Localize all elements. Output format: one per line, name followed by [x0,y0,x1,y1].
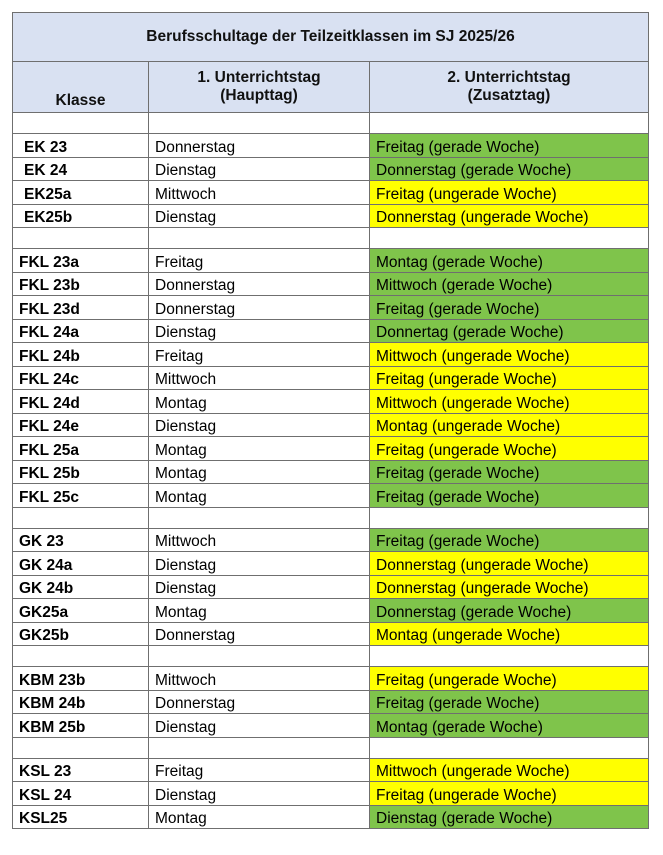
spacer-row [13,737,649,758]
tag2-cell: Freitag (gerade Woche) [370,528,649,552]
tag1-cell: Montag [149,437,370,461]
tag1-cell: Donnerstag [149,272,370,296]
tag2-cell: Mittwoch (gerade Woche) [370,272,649,296]
tag1-cell: Mittwoch [149,366,370,390]
klasse-cell: FKL 24e [13,413,149,437]
klasse-cell: FKL 23d [13,296,149,320]
klasse-cell: KBM 24b [13,690,149,714]
tag1-cell: Dienstag [149,157,370,181]
spacer-cell [13,113,149,134]
klasse-cell: KSL25 [13,805,149,829]
table-row [13,343,649,367]
tag1-cell: Donnerstag [149,296,370,320]
tag2-cell: Freitag (gerade Woche) [370,484,649,508]
tag2-cell: Montag (ungerade Woche) [370,413,649,437]
tag1-cell: Dienstag [149,319,370,343]
tag1-cell: Donnerstag [149,622,370,646]
tag2-cell: Freitag (gerade Woche) [370,690,649,714]
tag2-cell: Freitag (ungerade Woche) [370,181,649,205]
table-row [13,805,649,829]
tag2-cell: Montag (gerade Woche) [370,714,649,738]
table-row [13,552,649,576]
klasse-cell: GK 24b [13,575,149,599]
table-row [13,181,649,205]
header-tag1 [149,62,370,113]
klasse-cell: FKL 23b [13,272,149,296]
table-row [13,622,649,646]
klasse-cell: EK 23 [13,134,149,158]
klasse-cell: EK 24 [13,157,149,181]
tag2-cell: Donnerstag (ungerade Woche) [370,575,649,599]
table-row [13,296,649,320]
table-row [13,157,649,181]
table-row [13,413,649,437]
klasse-cell: FKL 25a [13,437,149,461]
tag2-cell: Dienstag (gerade Woche) [370,805,649,829]
spacer-cell [149,507,370,528]
table-row [13,782,649,806]
table-row [13,690,649,714]
klasse-cell: GK25a [13,599,149,623]
klasse-cell: GK25b [13,622,149,646]
tag2-cell: Mittwoch (ungerade Woche) [370,758,649,782]
tag1-cell: Donnerstag [149,134,370,158]
tag1-cell: Montag [149,805,370,829]
spacer-cell [370,113,649,134]
tag1-cell: Montag [149,460,370,484]
spacer-cell [370,646,649,667]
klasse-cell: KSL 24 [13,782,149,806]
tag1-cell: Montag [149,484,370,508]
tag1-cell: Montag [149,599,370,623]
tag1-cell: Freitag [149,343,370,367]
header-tag2-line1: 2. Unterrichtstag [447,69,571,86]
tag1-cell: Mittwoch [149,528,370,552]
klasse-cell: GK 24a [13,552,149,576]
tag2-cell: Donnerstag (gerade Woche) [370,599,649,623]
tag1-cell: Dienstag [149,782,370,806]
table-row [13,134,649,158]
table-row [13,204,649,228]
tag1-cell: Donnerstag [149,690,370,714]
header-tag2-line2: (Zusatztag) [467,87,551,104]
table-row [13,319,649,343]
tag2-cell: Freitag (ungerade Woche) [370,782,649,806]
table-row [13,272,649,296]
spacer-cell [149,113,370,134]
table-row [13,714,649,738]
tag2-cell: Montag (gerade Woche) [370,249,649,273]
header-klasse: Klasse [13,62,149,113]
table-body [13,113,649,829]
tag1-cell: Dienstag [149,575,370,599]
header-tag2 [370,62,649,113]
table-title: Berufsschultage der Teilzeitklassen im SJ 2025/26 [13,13,649,62]
table-row [13,484,649,508]
tag2-cell: Freitag (gerade Woche) [370,296,649,320]
header-tag1-line1: 1. Unterrichtstag [197,69,321,86]
table-row [13,667,649,691]
tag2-cell: Donnerstag (ungerade Woche) [370,204,649,228]
spacer-cell [13,228,149,249]
klasse-cell: KBM 25b [13,714,149,738]
spacer-cell [370,737,649,758]
spacer-cell [370,507,649,528]
tag1-cell: Dienstag [149,413,370,437]
tag1-cell: Freitag [149,758,370,782]
spacer-cell [13,737,149,758]
spacer-row [13,228,649,249]
tag2-cell: Freitag (ungerade Woche) [370,366,649,390]
spacer-row [13,113,649,134]
klasse-cell: FKL 25c [13,484,149,508]
schedule-table [12,12,649,829]
spacer-cell [13,646,149,667]
klasse-cell: FKL 23a [13,249,149,273]
table-row [13,390,649,414]
tag2-cell: Donnertag (gerade Woche) [370,319,649,343]
tag1-cell: Mittwoch [149,181,370,205]
table-row [13,460,649,484]
klasse-cell: EK25a [13,181,149,205]
table-row [13,575,649,599]
tag1-cell: Freitag [149,249,370,273]
tag2-cell: Mittwoch (ungerade Woche) [370,390,649,414]
spacer-cell [149,646,370,667]
spacer-cell [149,737,370,758]
klasse-cell: GK 23 [13,528,149,552]
table-row [13,366,649,390]
klasse-cell: FKL 24c [13,366,149,390]
table-row [13,249,649,273]
tag2-cell: Mittwoch (ungerade Woche) [370,343,649,367]
tag1-cell: Dienstag [149,204,370,228]
tag1-cell: Montag [149,390,370,414]
tag1-cell: Dienstag [149,552,370,576]
table-row [13,758,649,782]
tag2-cell: Donnerstag (ungerade Woche) [370,552,649,576]
tag2-cell: Freitag (ungerade Woche) [370,437,649,461]
klasse-cell: FKL 24a [13,319,149,343]
tag2-cell: Freitag (gerade Woche) [370,460,649,484]
spacer-row [13,507,649,528]
klasse-cell: EK25b [13,204,149,228]
spacer-cell [370,228,649,249]
tag2-cell: Freitag (ungerade Woche) [370,667,649,691]
spacer-cell [13,507,149,528]
tag2-cell: Freitag (gerade Woche) [370,134,649,158]
table-row [13,437,649,461]
table-row [13,528,649,552]
spacer-row [13,646,649,667]
klasse-cell: FKL 25b [13,460,149,484]
tag1-cell: Mittwoch [149,667,370,691]
table-row [13,599,649,623]
klasse-cell: KSL 23 [13,758,149,782]
spacer-cell [149,228,370,249]
tag1-cell: Dienstag [149,714,370,738]
klasse-cell: FKL 24b [13,343,149,367]
klasse-cell: KBM 23b [13,667,149,691]
tag2-cell: Donnerstag (gerade Woche) [370,157,649,181]
klasse-cell: FKL 24d [13,390,149,414]
tag2-cell: Montag (ungerade Woche) [370,622,649,646]
header-tag1-line2: (Haupttag) [220,87,298,104]
